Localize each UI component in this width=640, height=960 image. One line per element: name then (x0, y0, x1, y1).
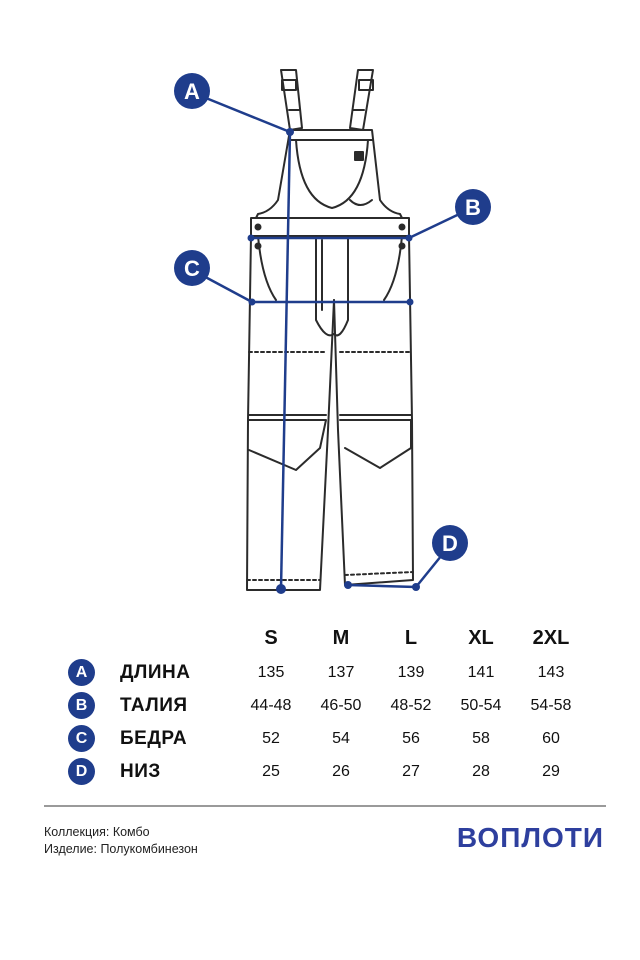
size-header-m: M (332, 627, 350, 649)
waist-value-m: 46-50 (320, 697, 362, 714)
callout-a (174, 73, 210, 109)
hips-value-s: 52 (262, 730, 280, 747)
size-row-hips (60, 722, 600, 755)
size-row-bottom (60, 755, 600, 788)
row-badge-b: B (68, 692, 95, 719)
product-info (44, 824, 198, 858)
size-header-xl: XL (468, 627, 494, 649)
bottom-value-xl: 28 (472, 763, 490, 780)
row-badge-a: A (68, 659, 95, 686)
item-text: Изделие: Полукомбинезон (44, 842, 198, 856)
waist-value-2xl: 54-58 (530, 697, 572, 714)
collection-text: Коллекция: Комбо (44, 825, 150, 839)
callout-b (455, 189, 491, 225)
waist-value-s: 44-48 (250, 697, 292, 714)
bottom-value-2xl: 29 (542, 763, 560, 780)
measurement-lines (196, 94, 472, 589)
bottom-value-s: 25 (262, 763, 280, 780)
size-header-s: S (264, 627, 278, 649)
row-badge-d: D (68, 758, 95, 785)
length-value-s: 135 (257, 664, 285, 681)
length-value-xl: 141 (467, 664, 495, 681)
callout-c (174, 250, 210, 286)
size-header-row (60, 620, 600, 656)
size-header-2xl: 2XL (532, 627, 570, 649)
waist-value-xl: 50-54 (460, 697, 502, 714)
size-table (60, 620, 600, 788)
hips-value-xl: 58 (472, 730, 490, 747)
row-label-waist: ТАЛИЯ (120, 695, 188, 716)
row-label-bottom: НИЗ (120, 761, 161, 782)
footer-divider (44, 805, 606, 807)
hips-value-l: 56 (402, 730, 420, 747)
measurement-endpoints (248, 128, 421, 594)
length-value-m: 137 (327, 664, 355, 681)
callout-a-letter: A (184, 79, 200, 104)
row-badge-c: C (68, 725, 95, 752)
hips-value-2xl: 60 (542, 730, 560, 747)
callout-c-letter: C (184, 256, 200, 281)
row-label-length: ДЛИНА (120, 662, 191, 683)
brand-logo: ВОПЛОТИ (456, 822, 604, 853)
callout-b-letter: B (465, 195, 481, 220)
callout-d (432, 525, 468, 561)
waist-value-l: 48-52 (390, 697, 432, 714)
row-label-hips: БЕДРА (120, 728, 188, 749)
size-row-waist (60, 689, 600, 722)
bottom-value-m: 26 (332, 763, 350, 780)
callout-d-letter: D (442, 531, 458, 556)
size-header-l: L (404, 627, 418, 649)
bottom-value-l: 27 (402, 763, 420, 780)
length-value-l: 139 (397, 664, 425, 681)
hips-value-m: 54 (332, 730, 350, 747)
size-row-length (60, 656, 600, 689)
overalls-outline (247, 70, 413, 590)
length-value-2xl: 143 (537, 664, 565, 681)
